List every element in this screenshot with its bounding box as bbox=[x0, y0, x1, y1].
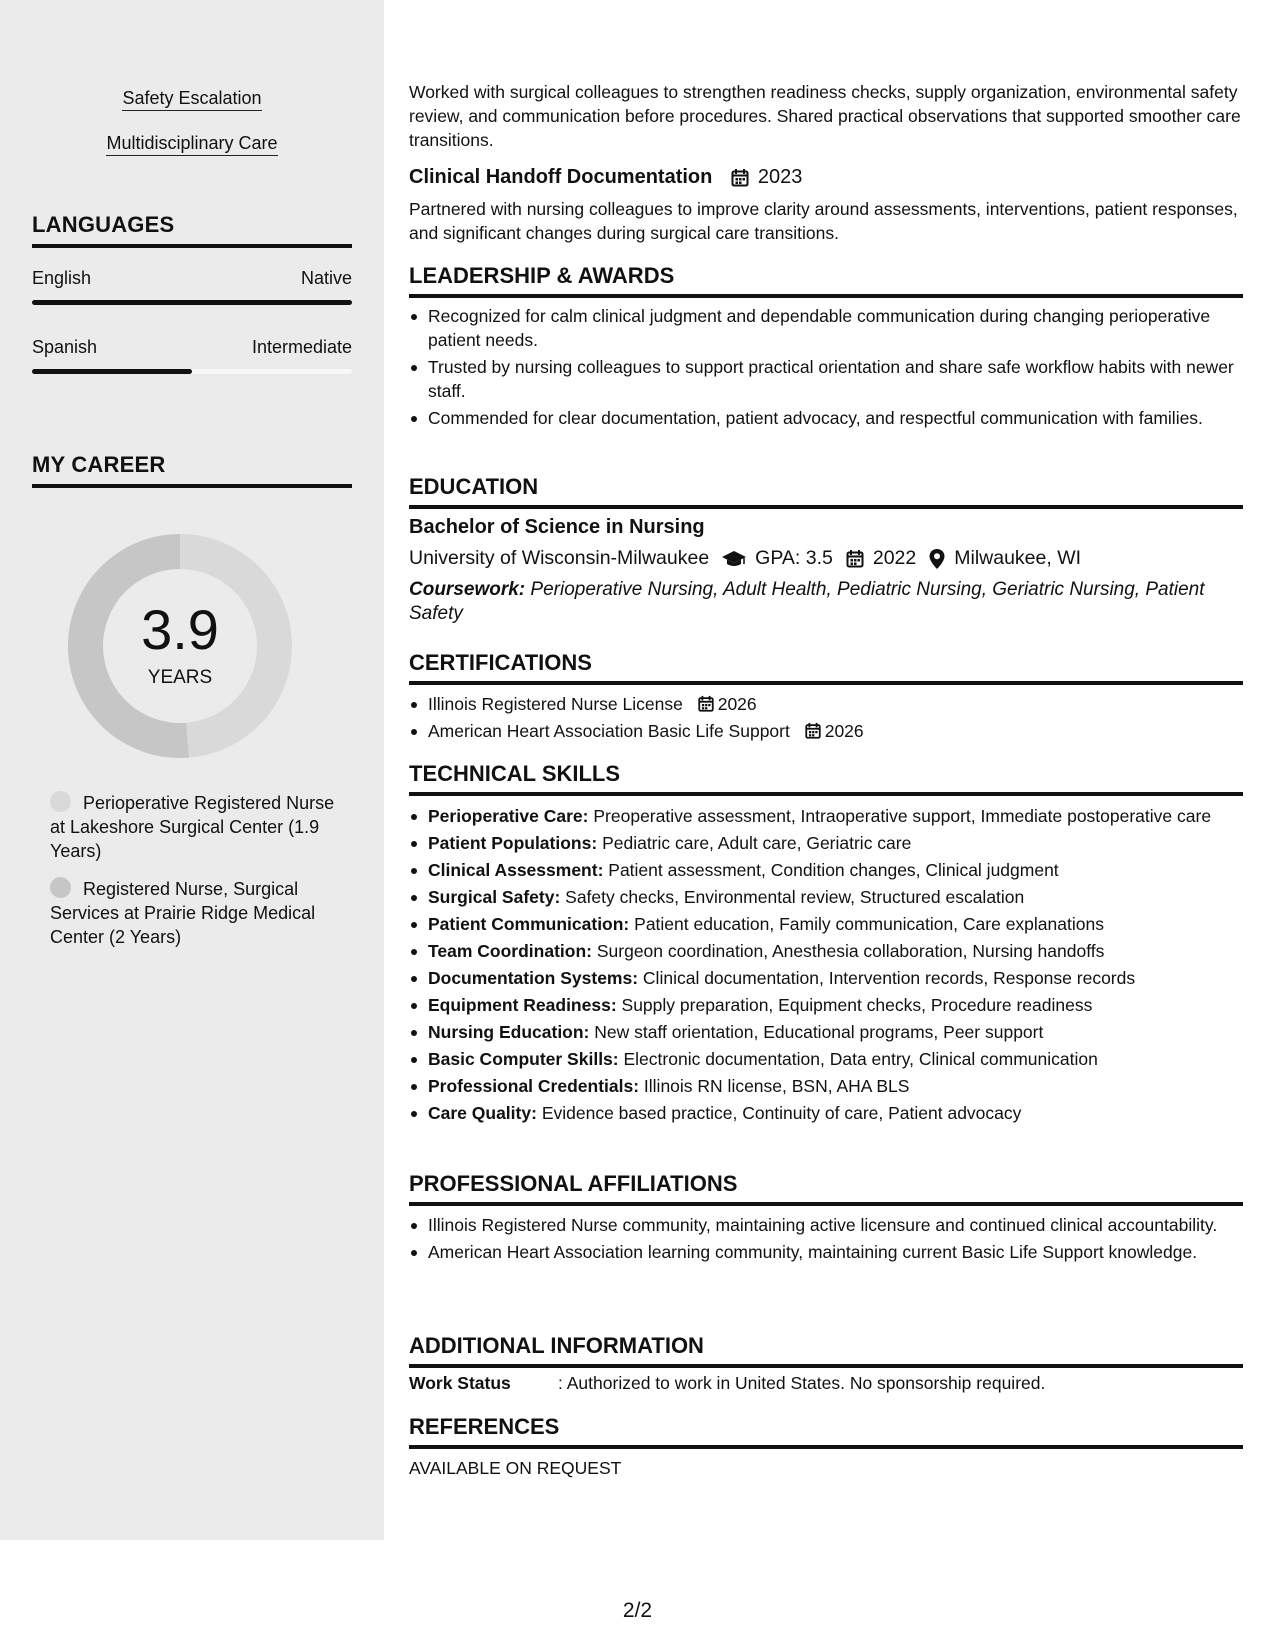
language-level: Intermediate bbox=[251, 337, 352, 357]
project-description: Worked with surgical colleagues to strengthen readiness checks, supply organization, environmental safety review, and communication before procedures. Shared practical observations that supported smoother care transitions. bbox=[409, 82, 1241, 150]
affiliations-list bbox=[409, 1213, 1243, 1267]
leadership-heading: LEADERSHIP & AWARDS bbox=[409, 263, 1243, 298]
list-item: Illinois Registered Nurse License 2026 bbox=[409, 692, 1243, 716]
project-title: Clinical Handoff Documentation 2023 bbox=[409, 166, 803, 188]
calendar-icon bbox=[845, 549, 865, 569]
career-legend-dot bbox=[50, 877, 71, 898]
additional-info-heading: ADDITIONAL INFORMATION bbox=[409, 1333, 1243, 1368]
school-name: University of Wisconsin-Milwaukee bbox=[409, 547, 710, 569]
references-text: AVAILABLE ON REQUEST bbox=[409, 1458, 622, 1478]
list-item: American Heart Association learning community, maintaining current Basic Life Support knowledge. bbox=[409, 1240, 1243, 1264]
career-legend-item: Perioperative Registered Nurse at Lakeshore Surgical Center (1.9 Years) bbox=[50, 793, 335, 861]
coursework: Coursework: Perioperative Nursing, Adult Health, Pediatric Nursing, Geriatric Nursing, Patient Safety bbox=[409, 579, 1205, 624]
sidebar bbox=[0, 0, 384, 1540]
language-name: English bbox=[32, 268, 92, 288]
skills-list bbox=[409, 804, 1243, 1128]
certifications-list bbox=[409, 692, 1243, 746]
list-item: Illinois Registered Nurse community, maintaining active licensure and continued clinical accountability. bbox=[409, 1213, 1243, 1237]
degree-title: Bachelor of Science in Nursing bbox=[409, 516, 705, 538]
affiliations-heading: PROFESSIONAL AFFILIATIONS bbox=[409, 1171, 1243, 1206]
list-item: Team Coordination: Surgeon coordination, Anesthesia collaboration, Nursing handoffs bbox=[409, 939, 1243, 963]
list-item: Patient Communication: Patient education, Family communication, Care explanations bbox=[409, 912, 1243, 936]
list-item: Clinical Assessment: Patient assessment, Condition changes, Clinical judgment bbox=[409, 858, 1243, 882]
list-item: Documentation Systems: Clinical documentation, Intervention records, Response records bbox=[409, 966, 1243, 990]
career-heading: MY CAREER bbox=[32, 452, 352, 488]
language-row bbox=[32, 268, 352, 289]
language-proficiency-fill bbox=[32, 300, 352, 305]
gpa: GPA: 3.5 bbox=[755, 547, 833, 569]
work-status bbox=[409, 1373, 1045, 1394]
project-description: Partnered with nursing colleagues to improve clarity around assessments, interventions, patient responses, and significant changes during surgical care transitions. bbox=[409, 199, 1238, 243]
skill-chip: Multidisciplinary Care bbox=[0, 133, 384, 154]
list-item: Care Quality: Evidence based practice, Continuity of care, Patient advocacy bbox=[409, 1101, 1243, 1125]
list-item: Surgical Safety: Safety checks, Environmental review, Structured escalation bbox=[409, 885, 1243, 909]
career-total-years: 3.9 bbox=[141, 598, 219, 661]
list-item: Nursing Education: New staff orientation, Educational programs, Peer support bbox=[409, 1020, 1243, 1044]
work-status-value: : Authorized to work in United States. No sponsorship required. bbox=[558, 1373, 1046, 1393]
page-number: 2/2 bbox=[622, 1599, 653, 1622]
references-heading: REFERENCES bbox=[409, 1414, 1243, 1449]
career-total-unit: YEARS bbox=[147, 667, 213, 688]
list-item: Commended for clear documentation, patient advocacy, and respectful communication with families. bbox=[409, 406, 1243, 430]
list-item: Basic Computer Skills: Electronic documentation, Data entry, Clinical communication bbox=[409, 1047, 1243, 1071]
list-item: Recognized for calm clinical judgment and dependable communication during changing perioperative patient needs. bbox=[409, 304, 1243, 352]
career-legend-item: Registered Nurse, Surgical Services at Prairie Ridge Medical Center (2 Years) bbox=[50, 879, 316, 947]
list-item: Trusted by nursing colleagues to support practical orientation and share safe workflow habits with newer staff. bbox=[409, 355, 1243, 403]
calendar-icon bbox=[730, 168, 750, 188]
language-level: Native bbox=[300, 268, 352, 288]
skill-chip: Safety Escalation bbox=[0, 88, 384, 109]
list-item: Perioperative Care: Preoperative assessment, Intraoperative support, Immediate postoperative care bbox=[409, 804, 1243, 828]
calendar-icon bbox=[697, 695, 715, 713]
education-heading: EDUCATION bbox=[409, 474, 1243, 509]
language-row bbox=[32, 337, 352, 358]
languages-heading: LANGUAGES bbox=[32, 212, 352, 248]
list-item: American Heart Association Basic Life Support 2026 bbox=[409, 719, 1243, 743]
certifications-heading: CERTIFICATIONS bbox=[409, 650, 1243, 685]
language-proficiency-bar bbox=[32, 369, 352, 374]
education-details bbox=[409, 547, 1081, 570]
language-proficiency-fill bbox=[32, 369, 192, 374]
work-status-label: Work Status bbox=[409, 1373, 511, 1393]
language-proficiency-bar bbox=[32, 300, 352, 305]
skills-heading: TECHNICAL SKILLS bbox=[409, 761, 1243, 796]
graduation-cap-icon bbox=[721, 549, 747, 569]
list-item: Patient Populations: Pediatric care, Adult care, Geriatric care bbox=[409, 831, 1243, 855]
career-legend-dot bbox=[50, 791, 71, 812]
leadership-list bbox=[409, 304, 1243, 433]
graduation-year: 2022 bbox=[872, 547, 917, 569]
language-name: Spanish bbox=[32, 337, 98, 357]
list-item: Professional Credentials: Illinois RN license, BSN, AHA BLS bbox=[409, 1074, 1243, 1098]
list-item: Equipment Readiness: Supply preparation, Equipment checks, Procedure readiness bbox=[409, 993, 1243, 1017]
school-location: Milwaukee, WI bbox=[954, 547, 1082, 569]
calendar-icon bbox=[804, 722, 822, 740]
map-pin-icon bbox=[928, 548, 946, 570]
